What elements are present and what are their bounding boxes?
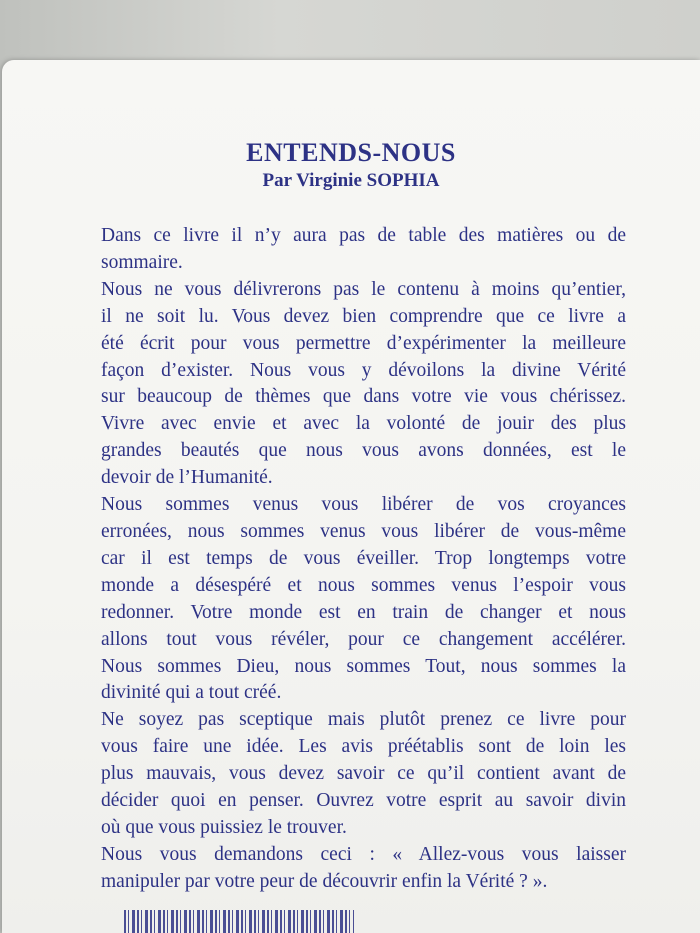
blurb-line: Dans ce livre il n’y aura pas de table des matières ou de	[101, 225, 626, 246]
blurb-line: été écrit pour vous permettre d’expérimenter la meilleure	[101, 332, 626, 354]
blurb-line: redonner. Votre monde est en train de changer et nous	[101, 601, 626, 623]
blurb-line: sommaire.	[101, 251, 183, 273]
blurb-line: divinité qui a tout créé.	[101, 682, 282, 704]
blurb-line: façon d’exister. Nous vous y dévoilons la divine Vérité	[101, 359, 626, 381]
barcode	[124, 910, 354, 933]
blurb-line: Vivre avec envie et avec la volonté de jouir des plus	[101, 413, 626, 435]
blurb-line: Nous sommes venus vous libérer de vos croyances	[101, 494, 626, 516]
blurb-line: plus mauvais, vous devez savoir ce qu’il contient avant de	[101, 763, 626, 785]
blurb-text	[101, 223, 626, 896]
book-back-cover	[2, 60, 700, 933]
blurb-line: manipuler par votre peur de découvrir enfin la Vérité ? ».	[101, 870, 548, 892]
blurb-line: il ne soit lu. Vous devez bien comprendre que ce livre a	[101, 305, 626, 327]
blurb-line: grandes beautés que nous vous avons données, est le	[101, 440, 626, 462]
book-author: Par Virginie SOPHIA	[262, 170, 440, 191]
blurb-line: devoir de l’Humanité.	[101, 467, 273, 489]
blurb-line: sur beaucoup de thèmes que dans votre vie vous chérissez.	[101, 386, 626, 408]
book-title: ENTENDS-NOUS	[246, 138, 456, 167]
blurb-line: décider quoi en penser. Ouvrez votre esprit au savoir divin	[101, 790, 626, 812]
blurb-line: Ne soyez pas sceptique mais plutôt prenez ce livre pour	[101, 709, 626, 731]
blurb-line: erronées, nous sommes venus vous libérer de vous-même	[101, 520, 626, 542]
blurb-line: monde a désespéré et nous sommes venus l’espoir vous	[101, 574, 626, 596]
blurb-line: allons tout vous révéler, pour ce changement accélérer.	[101, 628, 626, 650]
blurb-line: Nous vous demandons ceci : « Allez-vous vous laisser	[101, 843, 626, 865]
blurb-line: vous faire une idée. Les avis préétablis sont de loin les	[101, 736, 626, 758]
blurb-line: Nous ne vous délivrerons pas le contenu à moins qu’entier,	[101, 278, 626, 300]
blurb-line: car il est temps de vous éveiller. Trop longtemps votre	[101, 547, 626, 569]
blurb-line: où que vous puissiez le trouver.	[101, 816, 347, 838]
blurb-line: Nous sommes Dieu, nous sommes Tout, nous sommes la	[101, 655, 626, 677]
